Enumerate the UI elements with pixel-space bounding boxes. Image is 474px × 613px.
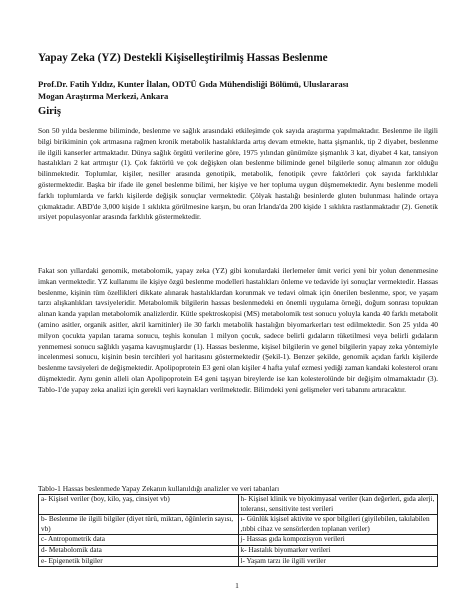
table-cell: j- Hassas gıda kompozisyon verileri (238, 535, 438, 546)
table-cell: d- Metabolomik data (39, 545, 239, 556)
table-row (39, 535, 438, 546)
table-row (39, 556, 438, 567)
author-line-1: Prof.Dr. Fatih Yıldız, Kunter İlalan, ODTÜ Gıda Mühendisliği Bölümü, Uluslararası (38, 79, 349, 89)
table-cell: a- Kişisel veriler (boy, kilo, yaş, cinsiyet vb) (39, 495, 239, 515)
author-affiliation (38, 78, 448, 102)
table-cell: l- Yaşam tarzı ile ilgili veriler (238, 556, 438, 567)
table-row (39, 495, 438, 515)
table-row (39, 515, 438, 535)
page-number: 1 (235, 581, 239, 590)
table-caption: Tablo-1 Hassas beslenmede Yapay Zekanın kullanıldığı analizler ve veri tabanları (38, 484, 280, 493)
table-cell: e- Epigenetik bilgiler (39, 556, 239, 567)
data-sources-table (38, 494, 438, 567)
intro-paragraph-2: Fakat son yıllardaki genomik, metabolomik, yapay zeka (YZ) gibi konulardaki ilerlemeler ümit verici yeni bir yolun denenmesine imkan vermektedir. YZ kullanımı ile kişiye özgü beslenme modelleri hastalıkları önleme ve tedavide iyi sonuçlar vermektedir. Hassas beslenme, kişinin tüm özellikleri dikkate alınarak hastalıklardan korunmak ve tedavi olmak için önerilen beslenme, spor, ve yaşam tarzı alışkanlıkları tavsiyeleridir. Metabolomik bilgilerin hassas beslenmedeki en önemli uygulama örneği, doğum sonrası topuktan alınan kanda yapılan metabolomik analizlerdir. Kütle spektroskopisi (MS) metabolomik test sonucu yoluyla kanda 40 farklı metabolit (amino asitler, organik asitler, akril karnitinler) ile 30 farklı metabolik hastalığın biyomarkerları test edilmektedir. Son 25 yılda 40 milyon çocukta yapılan tarama sonucu, teşhis konulan 1 milyon çocuk, sadece belirli gıdaların tüketilmesi veya belirli gıdaların yenmemesi sonucu sağlıklı yaşama kavuşmuşlardır (1). Hassas beslenme, kişisel bilgilerin ve genel bilgilerin yapay zeka yöntemiyle incelenmesi sonucu, kişinin besin tercihleri yol haritasını göstermektedir (Şekil-1). Benzer şekilde, genomik açıdan farklı kişilerde beslenme tavsiyeleri de değişmektedir. Apolipoprotein E3 geni olan kişiler 4 hafta yulaf ezmesi yediği zaman kandaki kolesterol oranı düşmektedir. Aynı genin alleli olan Apolipoprotein E4 geni taşıyan bireylerde ise kan kolesterolünde bir değişim olmamaktadır (3). Tablo-1'de yapay zeka analizi için gerekli veri kaynakları verilmektedir. Bilimdeki yeni gelişmeler veri tabanını artıracaktır. (38, 266, 438, 394)
table-cell: h- Kişisel klinik ve biyokimyasal veriler (kan değerleri, gıda alerji, toleransı, sensitivite test verileri (238, 495, 438, 515)
table-cell: b- Beslenme ile ilgili bilgiler (diyet türü, miktarı, öğünlerin sayısı, vb) (39, 515, 239, 535)
table-row (39, 545, 438, 556)
document-title: Yapay Zeka (YZ) Destekli Kişiselleştirilmiş Hassas Beslenme (38, 52, 328, 64)
table-cell: ı- Günlük kişisel aktivite ve spor bilgileri (giyilebilen, takılabilen ,tıbbi cihaz ve sensörlerden toplanan veriler) (238, 515, 438, 535)
intro-paragraph-1: Son 50 yılda beslenme biliminde, beslenme ve sağlık arasındaki etkileşimde çok sayıda araştırma yapılmaktadır. Beslenme ile ilgili bilgi birikiminin çok artmasına rağmen kronik metabolik hastalıklarda artış devam etmekte, hatta şişmanlık, tip 2 diyabet, beslenme ile ilgili kanserler artmaktadır. Dünya sağlık örgütü verilerine göre, 1975 yılından günümüze şişmanlık 3 kat, diyabet 4 kat, tansiyon hastalıkları 2 kat artmıştır (1). Çok faktörlü ve çok değişken olan beslenme biliminde genel bilgilerle sonuç almanın zor olduğu bilinmektedir. Toplumlar, kişiler, nesiller arasında genotipik, metabolik, fenotipik çevre faktörleri çok sayıda farklılıklar göstermektedir. Başka bir ifade ile genel beslenme bilimi, her kişiye ve her topluma uygun düşmemektedir. Aynı beslenme modeli farklı toplumlarda ve farklı kişilerde değişik sonuçlar vermektedir. Çölyak hastalığı besinlerde gluten bulunması halinde ortaya çıkmaktadır. ABD'de 3,000 kişide 1 sıklıkta görülmesine karşın, bu oran İrlanda'da 200 kişide 1 sıklıkta rastlanmaktadır (2). Genetik ırsiyet populasyonlar arasında farklılık göstermektedir. (38, 126, 438, 222)
table-cell: k- Hastalık biyomarker verileri (238, 545, 438, 556)
author-line-2: Mogan Araştırma Merkezi, Ankara (38, 91, 169, 101)
table-cell: c- Antropometrik data (39, 535, 239, 546)
section-heading: Giriş (38, 106, 61, 117)
